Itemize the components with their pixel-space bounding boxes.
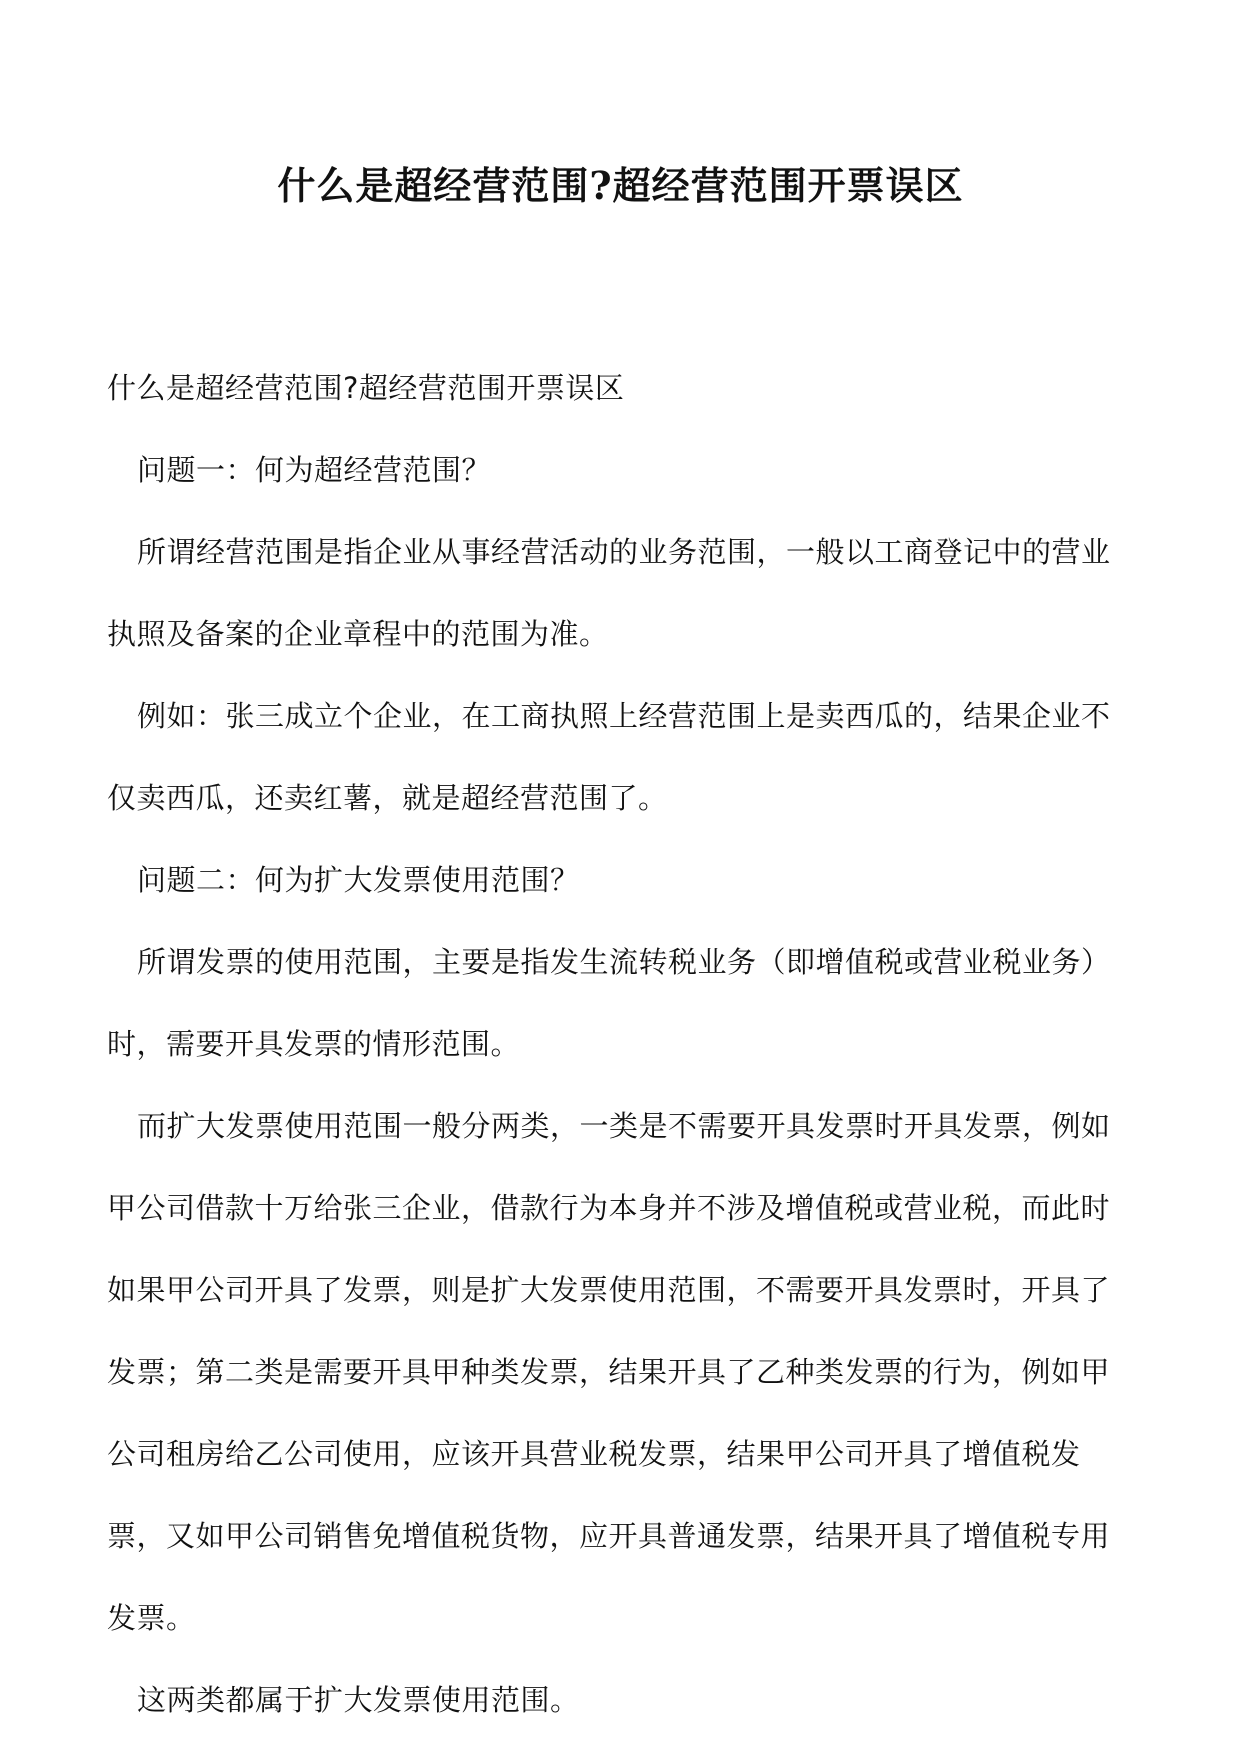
paragraph-question-one: 问题一：何为超经营范围？ (137, 453, 492, 487)
paragraph-two-categories: 而扩大发票使用范围一般分两类，一类是不需要开具发票时开具发票，例如甲公司借款十万给张三企业，借款行为本身并不涉及增值税或营业税，而此时如果甲公司开具了发票，则是扩大发票使用范围，不需要开具发票时，开具了发票；第二类是需要开具甲种类发票，结果开具了乙种类发票的行为，例如甲公司租房给乙公司使用，应该开具营业税发票，结果甲公司开具了增值税发票，又如甲公司销售免增值税货物，应开具普通发票，结果开具了增值税专用发票。 (107, 1109, 1111, 1635)
paragraph-invoice-scope-definition: 所谓发票的使用范围，主要是指发生流转税业务（即增值税或营业税业务）时，需要开具发票的情形范围。 (107, 945, 1111, 1061)
paragraph-business-scope-definition: 所谓经营范围是指企业从事经营活动的业务范围，一般以工商登记中的营业执照及备案的企业章程中的范围为准。 (107, 535, 1111, 651)
paragraph-question-two: 问题二：何为扩大发票使用范围？ (137, 863, 580, 897)
paragraph-conclusion: 这两类都属于扩大发票使用范围。 (137, 1683, 580, 1717)
document-title: 什么是超经营范围?超经营范围开票误区 (277, 163, 964, 208)
paragraph-subtitle: 什么是超经营范围?超经营范围开票误区 (107, 371, 625, 405)
document-body (107, 347, 1137, 1741)
paragraph-example: 例如：张三成立个企业，在工商执照上经营范围上是卖西瓜的，结果企业不仅卖西瓜，还卖红薯，就是超经营范围了。 (107, 699, 1111, 815)
